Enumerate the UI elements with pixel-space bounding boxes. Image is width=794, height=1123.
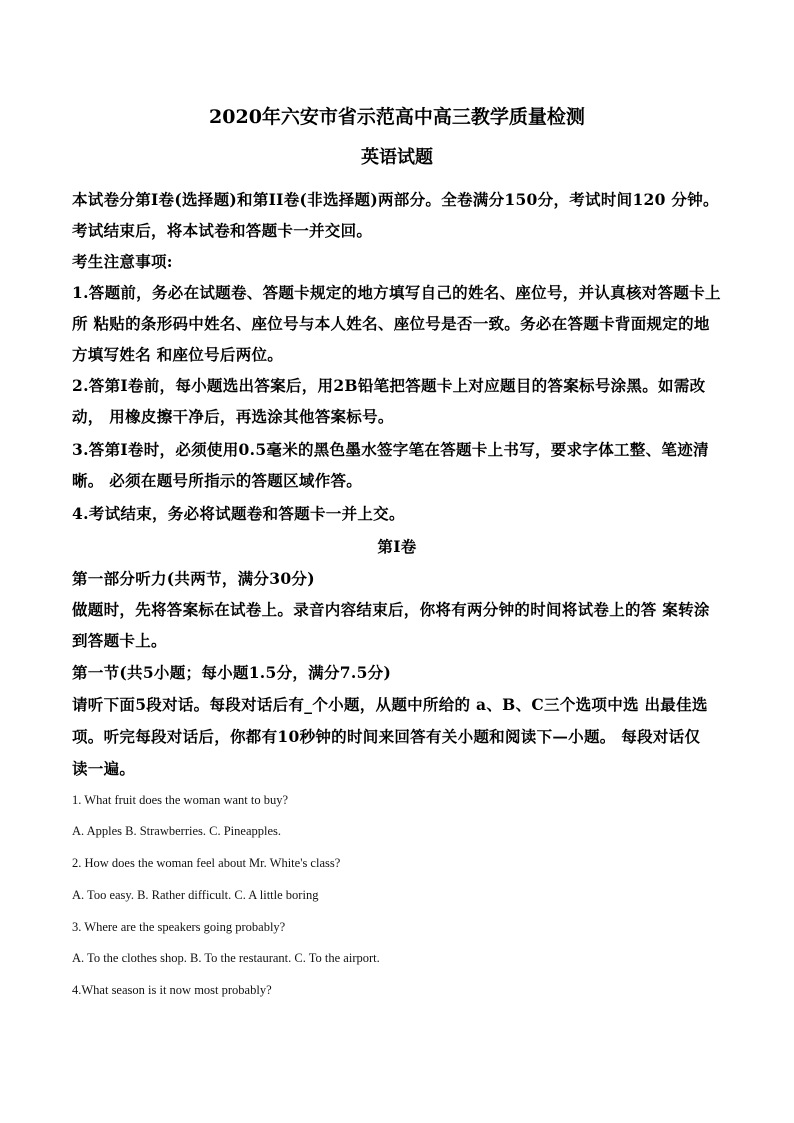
page-title: 2020年六安市省示范高中高三教学质量检测 (209, 106, 585, 128)
page-subtitle: 英语试题 (361, 147, 433, 168)
question-3-options: A. To the clothes shop. B. To the restaurant. C. To the airport. (72, 951, 380, 965)
notice-item-1-line-2: 所 粘贴的条形码中姓名、座位号与本人姓名、座位号是否一致。务必在答题卡背面规定的地 (72, 314, 710, 333)
part1-heading: 第一部分听力(共两节，满分30分) (72, 569, 315, 588)
section1-instruction-line-1: 请听下面5段对话。每段对话后有_个小题，从题中所给的 a、B、C三个选项中选 出最佳选 (72, 695, 708, 714)
notice-heading: 考生注意事项: (72, 252, 173, 271)
question-3: 3. Where are the speakers going probably? (72, 920, 286, 934)
section1-instruction-line-3: 读一遍。 (72, 759, 136, 778)
intro-line-2: 考试结束后，将本试卷和答题卡一并交回。 (72, 221, 373, 240)
part1-instruction-line-1: 做题时，先将答案标在试卷上。录音内容结束后，你将有两分钟的时间将试卷上的答 案转涂 (72, 600, 710, 619)
notice-item-1-line-1: 1.答题前，务必在试题卷、答题卡规定的地方填写自己的姓名、座位号，并认真核对答题卡上 (72, 283, 721, 302)
question-1: 1. What fruit does the woman want to buy? (72, 793, 289, 807)
question-2-options: A. Too easy. B. Rather difficult. C. A little boring (72, 888, 319, 902)
section1-instruction-line-2: 项。听完每段对话后，你都有10秒钟的时间来回答有关小题和阅读下—小题。 每段对话仅 (72, 727, 701, 746)
question-2: 2. How does the woman feel about Mr. White's class? (72, 856, 341, 870)
notice-item-4: 4.考试结束，务必将试题卷和答题卡一并上交。 (72, 504, 405, 523)
section1-heading: 第一节(共5小题；每小题1.5分，满分7.5分) (72, 663, 392, 682)
volume-label: 第I卷 (377, 537, 417, 556)
question-4: 4.What season is it now most probably? (72, 983, 272, 997)
notice-item-1-line-3: 方填写姓名 和座位号后两位。 (72, 345, 284, 364)
intro-line-1: 本试卷分第I卷(选择题)和第II卷(非选择题)两部分。全卷满分150分，考试时间120 分钟。 (72, 190, 719, 209)
question-1-options: A. Apples B. Strawberries. C. Pineapples. (72, 824, 282, 838)
notice-item-3-line-2: 晰。 必须在题号所指示的答题区域作答。 (72, 471, 363, 490)
part1-instruction-line-2: 到答题卡上。 (72, 631, 167, 650)
notice-item-3-line-1: 3.答第I卷时，必须使用0.5毫米的黑色墨水签字笔在答题卡上书写，要求字体工整、笔迹清 (72, 440, 709, 459)
notice-item-2-line-2: 动， 用橡皮擦干净后，再选涂其他答案标号。 (72, 407, 394, 426)
notice-item-2-line-1: 2.答第I卷前，每小题选出答案后，用2B铅笔把答题卡上对应题目的答案标号涂黑。如需改 (72, 376, 706, 395)
